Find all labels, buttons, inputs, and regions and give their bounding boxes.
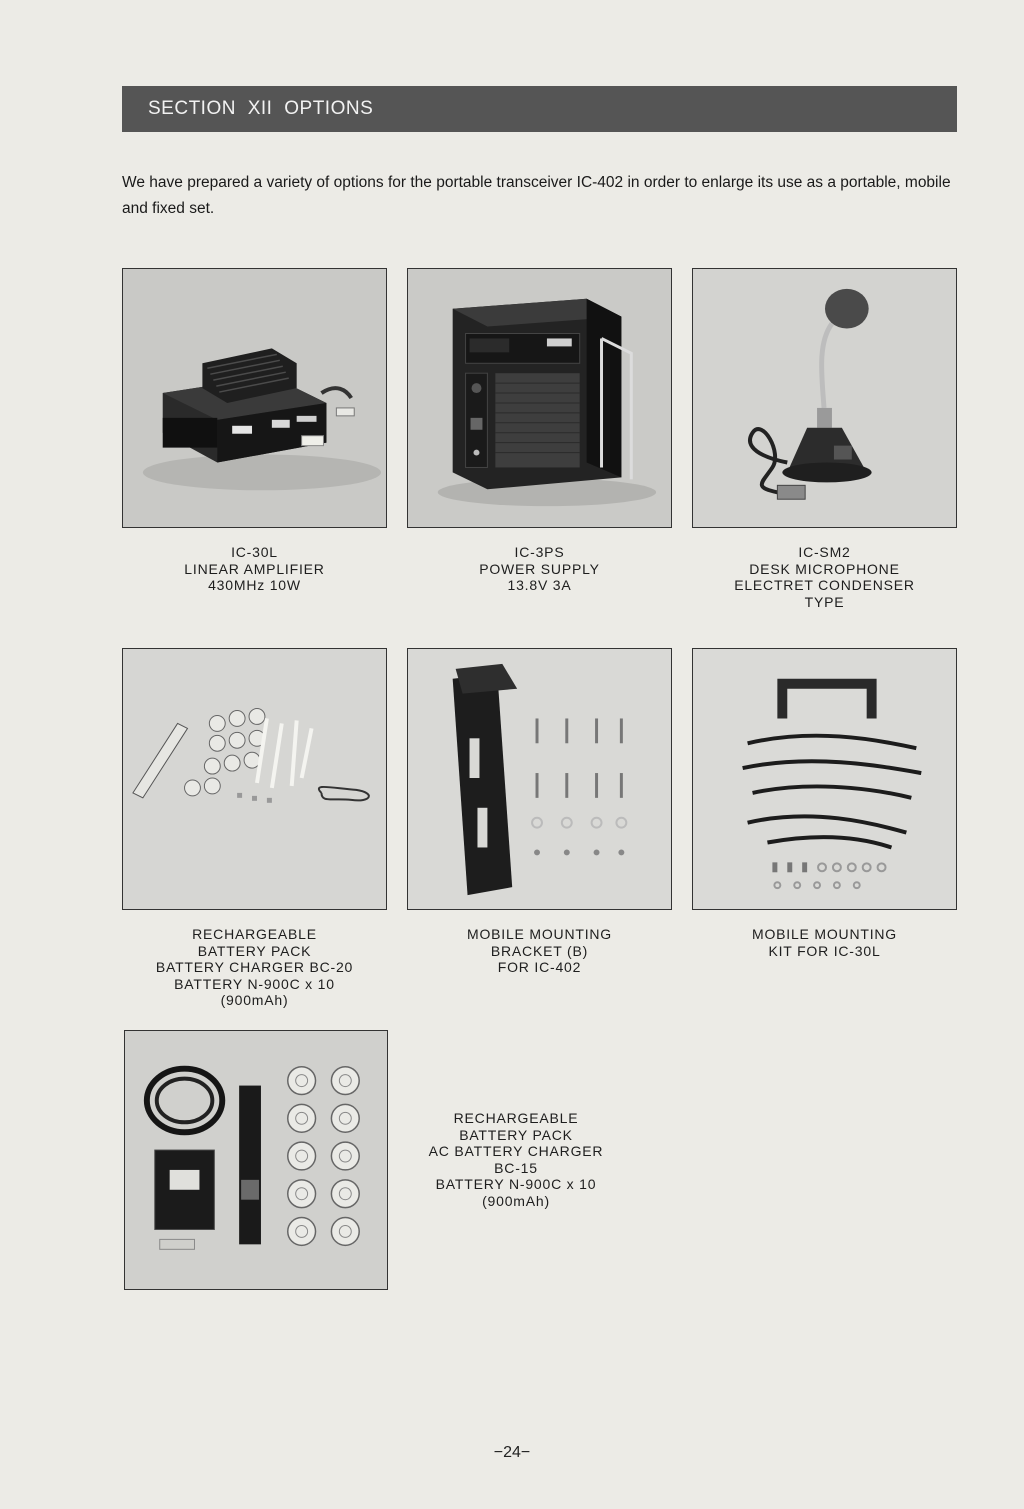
page-number: −24− bbox=[493, 1444, 531, 1461]
caption-line: BATTERY CHARGER BC-20 bbox=[155, 959, 354, 975]
caption-line: (900mAh) bbox=[482, 1192, 550, 1209]
intro-paragraph: We have prepared a variety of options for the portable transceiver IC-402 in order to enlarge its use as a portable, mobile and fixed set. bbox=[122, 174, 951, 217]
caption-line: IC-30L bbox=[231, 544, 278, 560]
battery-pack-charger-photo bbox=[122, 648, 387, 910]
caption-mounting-kit bbox=[692, 926, 957, 959]
caption-line: BC-15 bbox=[494, 1159, 538, 1176]
caption-line: BATTERY PACK bbox=[459, 1126, 573, 1143]
caption-line: RECHARGEABLE bbox=[453, 1110, 579, 1126]
caption-line: 13.8V 3A bbox=[507, 577, 572, 593]
desk-microphone-photo bbox=[692, 268, 957, 528]
mounting-bracket-photo bbox=[407, 648, 672, 910]
caption-line: TYPE bbox=[804, 593, 845, 610]
caption-line: BATTERY PACK bbox=[197, 942, 312, 959]
caption-line: BATTERY N-900C x 10 bbox=[174, 975, 335, 992]
section-header bbox=[122, 86, 957, 132]
caption-ic-30l bbox=[122, 544, 387, 594]
caption-line: ELECTRET CONDENSER bbox=[734, 577, 915, 593]
caption-line: (900mAh) bbox=[220, 992, 289, 1008]
caption-line: DESK MICROPHONE bbox=[749, 560, 900, 577]
linear-amplifier-photo bbox=[122, 268, 387, 528]
section-title: SECTION XII OPTIONS bbox=[148, 98, 374, 119]
caption-line: KIT FOR IC-30L bbox=[768, 942, 881, 959]
ac-charger-batteries-photo bbox=[124, 1030, 388, 1290]
caption-line: MOBILE MOUNTING bbox=[751, 926, 897, 942]
caption-mounting-bracket bbox=[407, 926, 672, 976]
caption-line: IC-3PS bbox=[514, 544, 565, 560]
caption-line: BRACKET (B) bbox=[490, 942, 589, 959]
caption-battery-pack-bc-20 bbox=[122, 926, 387, 1009]
caption-line: 430MHz 10W bbox=[208, 577, 301, 593]
caption-line: BATTERY N-900C x 10 bbox=[435, 1176, 597, 1192]
caption-line: FOR IC-402 bbox=[497, 959, 582, 975]
mounting-kit-photo bbox=[692, 648, 957, 910]
caption-line: POWER SUPPLY bbox=[479, 560, 600, 577]
caption-line: IC-SM2 bbox=[798, 544, 851, 560]
caption-line: AC BATTERY CHARGER bbox=[428, 1143, 604, 1159]
caption-ic-sm2 bbox=[692, 544, 957, 610]
caption-line: RECHARGEABLE bbox=[192, 926, 317, 942]
power-supply-photo bbox=[407, 268, 672, 528]
caption-line: MOBILE MOUNTING bbox=[466, 926, 612, 942]
caption-ic-3ps bbox=[407, 544, 672, 594]
caption-ac-charger-bc-15 bbox=[400, 1110, 632, 1209]
caption-line: LINEAR AMPLIFIER bbox=[184, 560, 325, 577]
